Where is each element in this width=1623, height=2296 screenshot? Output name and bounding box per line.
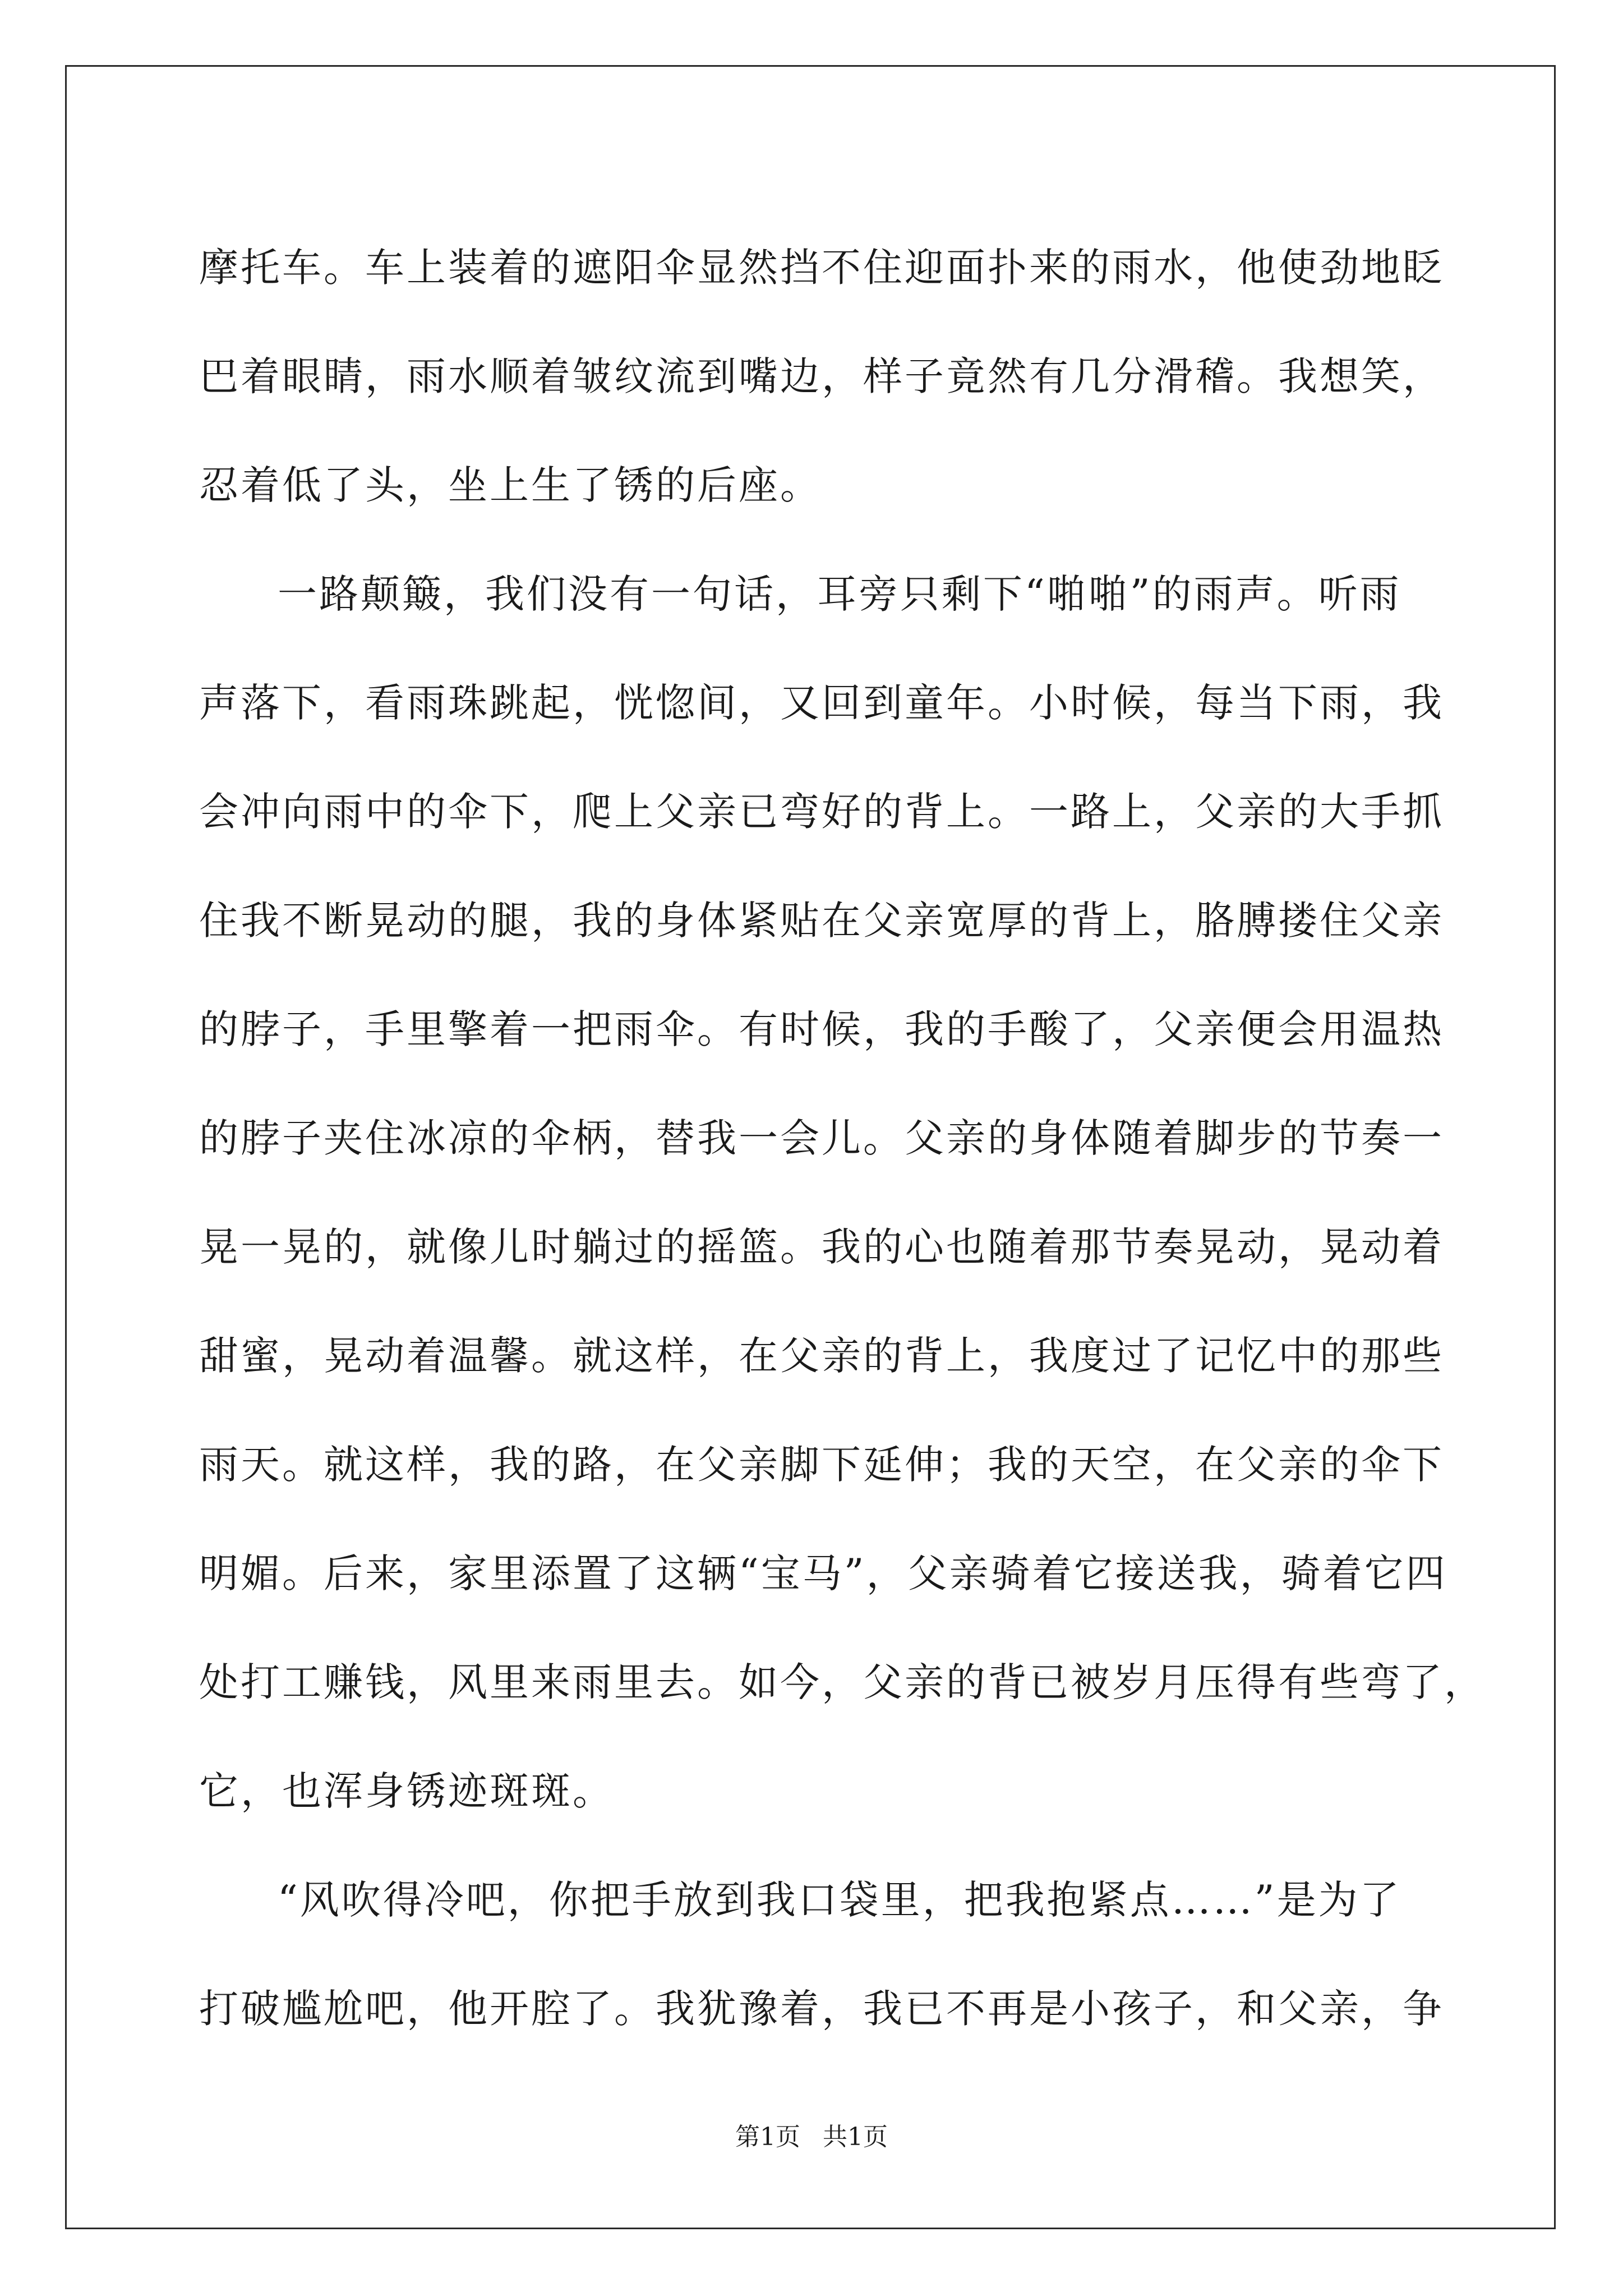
- paragraph: [199, 1846, 1444, 2063]
- text-line: 忍着低了头，坐上生了锈的后座。: [199, 462, 822, 508]
- text-line: 明媚。后来，家里添置了这辆“宝马”，父亲骑着它接送我，骑着它四: [199, 1550, 1447, 1596]
- text-line: 甜蜜，晃动着温馨。就这样，在父亲的背上，我度过了记忆中的那些: [199, 1333, 1444, 1379]
- text-line: “风吹得冷吧，你把手放到我口袋里，把我抱紧点……”是为了: [278, 1877, 1401, 1923]
- text-line: 住我不断晃动的腿，我的身体紧贴在父亲宽厚的背上，胳膊搂住父亲: [199, 898, 1444, 944]
- paragraph: [199, 213, 1444, 540]
- text-line: 巴着眼睛，雨水顺着皱纹流到嘴边，样子竟然有几分滑稽。我想笑，: [199, 353, 1444, 399]
- text-line: 声落下，看雨珠跳起，恍惚间，又回到童年。小时候，每当下雨，我: [199, 680, 1444, 726]
- paragraph: [199, 540, 1486, 1846]
- text-line: 雨天。就这样，我的路，在父亲脚下延伸；我的天空，在父亲的伞下: [199, 1442, 1444, 1488]
- text-line: 晃一晃的，就像儿时躺过的摇篮。我的心也随着那节奏晃动，晃动着: [199, 1224, 1444, 1270]
- text-line: 摩托车。车上装着的遮阳伞显然挡不住迎面扑来的雨水，他使劲地眨: [199, 245, 1444, 291]
- page-number: 第1页: [735, 2123, 800, 2151]
- text-line: 它，也浑身锈迹斑斑。: [199, 1768, 614, 1814]
- page-total: 共1页: [823, 2123, 888, 2151]
- document-body: [199, 213, 1486, 2063]
- text-line: 会冲向雨中的伞下，爬上父亲已弯好的背上。一路上，父亲的大手抓: [199, 789, 1444, 835]
- text-line: 处打工赚钱，风里来雨里去。如今，父亲的背已被岁月压得有些弯了，: [199, 1659, 1486, 1705]
- text-line: 的脖子夹住冰凉的伞柄，替我一会儿。父亲的身体随着脚步的节奏一: [199, 1115, 1444, 1161]
- text-line: 的脖子，手里擎着一把雨伞。有时候，我的手酸了，父亲便会用温热: [199, 1006, 1444, 1052]
- text-line: 一路颠簸，我们没有一句话，耳旁只剩下“啪啪”的雨声。听雨: [278, 571, 1401, 617]
- page-footer: [0, 2120, 1623, 2154]
- text-line: 打破尴尬吧，他开腔了。我犹豫着，我已不再是小孩子，和父亲，争: [199, 1986, 1444, 2032]
